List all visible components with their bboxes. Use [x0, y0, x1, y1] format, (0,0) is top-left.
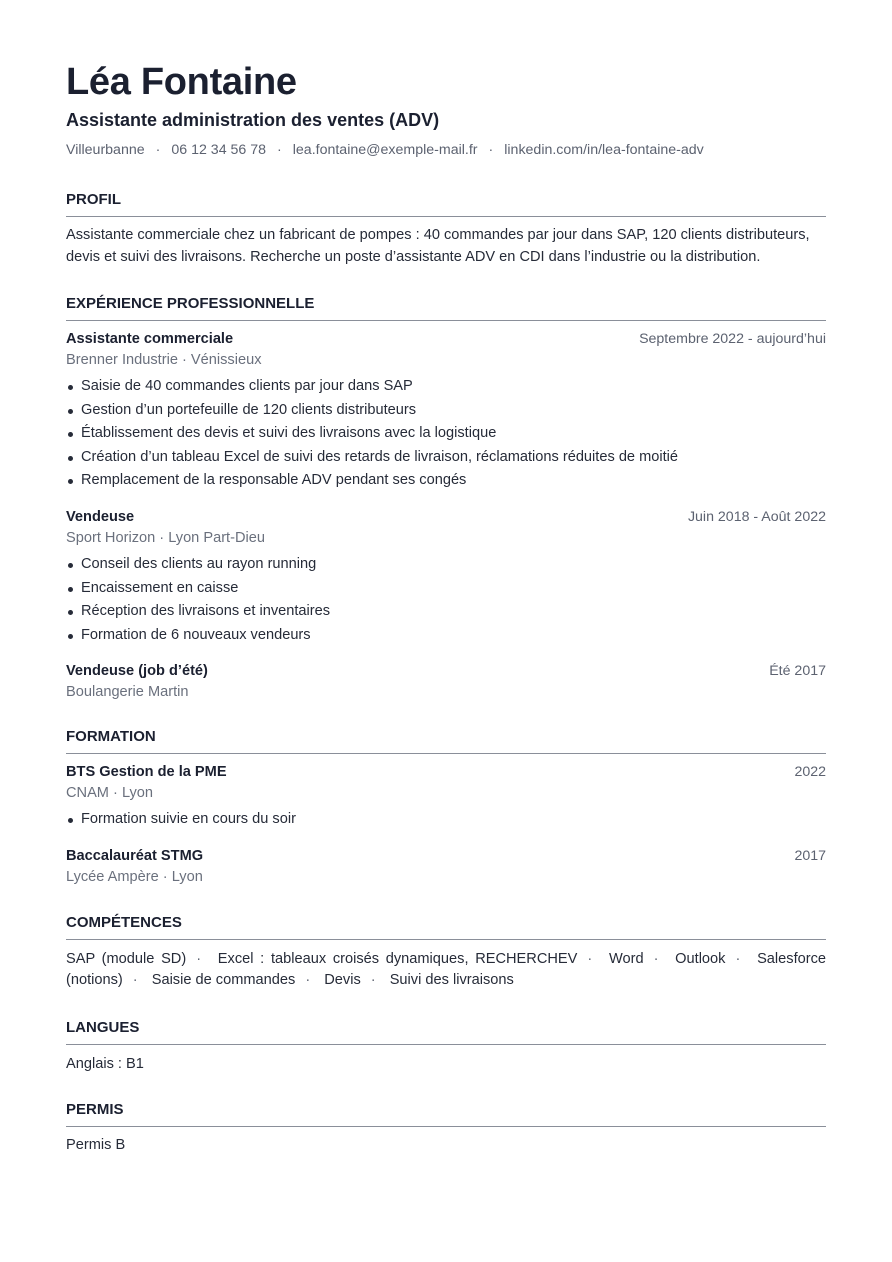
experience-entry [66, 507, 826, 647]
contact-phone: 06 12 34 56 78 [171, 142, 267, 158]
entry-header [66, 846, 826, 867]
bullet-item: Encaissement en caisse [66, 577, 826, 601]
degree-title: Baccalauréat STMG [66, 847, 204, 864]
candidate-headline: Assistante administration des ventes (ADV) [66, 110, 440, 130]
contact-city: Villeurbanne [66, 142, 145, 158]
skill-item: Outlook [675, 950, 726, 967]
education-entry [66, 762, 826, 832]
job-employer: Boulangerie Martin [66, 684, 189, 701]
skill-item: Excel : tableaux croisés dynamiques, RECHERCHEV [217, 950, 578, 967]
job-employer: Sport Horizon · Lyon Part-Dieu [66, 529, 265, 546]
entry-header [66, 329, 826, 350]
job-title: Vendeuse [66, 508, 135, 525]
contact-separator: · [277, 142, 282, 158]
job-dates: Septembre 2022 - aujourd’hui [639, 331, 826, 347]
experience-entry [66, 661, 826, 703]
section-experience [66, 294, 826, 703]
section-langues [66, 1018, 826, 1076]
bullet-item: Saisie de 40 commandes clients par jour dans SAP [66, 375, 826, 399]
skill-item: Suivi des livraisons [389, 972, 514, 989]
education-entry [66, 846, 826, 888]
skill-item: SAP (module SD) [66, 950, 187, 967]
experience-list [66, 329, 826, 703]
skill-separator: · [305, 972, 311, 989]
section-title-formation: FORMATION [66, 727, 826, 754]
bullet-item: Formation suivie en cours du soir [66, 808, 826, 832]
skill-item: Word [608, 950, 644, 967]
job-bullets [66, 553, 826, 647]
section-formation [66, 727, 826, 888]
job-title: Vendeuse (job d’été) [66, 663, 208, 680]
job-dates: Juin 2018 - Août 2022 [687, 508, 826, 525]
section-profil [66, 190, 826, 268]
contact-linkedin[interactable]: linkedin.com/in/lea-fontaine-adv [504, 142, 704, 158]
job-employer: Brenner Industrie · Vénissieux [66, 352, 262, 368]
skill-separator: · [132, 972, 138, 989]
section-title-experience: EXPÉRIENCE PROFESSIONNELLE [66, 294, 826, 321]
section-permis [66, 1100, 826, 1157]
job-bullets [66, 375, 826, 493]
experience-entry [66, 329, 826, 493]
languages-text: Anglais : B1 [66, 1055, 144, 1072]
job-dates: Été 2017 [769, 663, 826, 680]
skill-separator: · [370, 972, 376, 989]
skill-separator: · [587, 950, 593, 967]
job-title: Assistante commerciale [66, 331, 234, 347]
entry-header [66, 661, 826, 682]
degree-bullets [66, 808, 826, 832]
contact-email[interactable]: lea.fontaine@exemple-mail.fr [292, 142, 478, 158]
bullet-item: Formation de 6 nouveaux vendeurs [66, 624, 826, 648]
entry-header [66, 507, 826, 528]
contact-separator: · [155, 142, 161, 158]
license-text: Permis B [66, 1137, 126, 1154]
profil-text: Assistante commerciale chez un fabricant de pompes : 40 commandes par jour dans SAP, 120 clients distributeurs, devis et suivi des livraisons. Recherche un poste d’assistante ADV en CDI dans l’industrie ou la distribution. [66, 227, 810, 265]
contact-line [66, 140, 826, 160]
skill-separator: · [653, 950, 659, 967]
degree-school: CNAM · Lyon [66, 785, 154, 802]
skills-list [66, 949, 826, 992]
contact-separator: · [488, 142, 494, 158]
skill-item: Salesforce (notions) [66, 950, 827, 989]
skill-separator: · [735, 950, 741, 967]
skill-item: Devis [324, 972, 361, 989]
bullet-item: Établissement des devis et suivi des livraisons avec la logistique [66, 422, 826, 446]
bullet-item: Conseil des clients au rayon running [66, 553, 826, 577]
section-competences [66, 913, 826, 992]
degree-year: 2017 [794, 847, 826, 864]
section-title-permis: PERMIS [66, 1100, 826, 1127]
bullet-item: Remplacement de la responsable ADV pendant ses congés [66, 469, 826, 493]
formation-list [66, 762, 826, 888]
candidate-name: Léa Fontaine [66, 61, 297, 103]
skill-item: Saisie de commandes [151, 972, 296, 989]
entry-header [66, 762, 826, 783]
section-title-langues: LANGUES [66, 1018, 826, 1045]
degree-year: 2022 [794, 764, 826, 781]
bullet-item: Réception des livraisons et inventaires [66, 600, 826, 624]
section-title-profil: PROFIL [66, 190, 826, 217]
bullet-item: Gestion d’un portefeuille de 120 clients distributeurs [66, 399, 826, 423]
degree-title: BTS Gestion de la PME [66, 764, 227, 781]
skill-separator: · [196, 950, 202, 967]
section-title-competences: COMPÉTENCES [66, 913, 826, 940]
bullet-item: Création d’un tableau Excel de suivi des retards de livraison, réclamations réduites de moitié [66, 446, 826, 470]
degree-school: Lycée Ampère · Lyon [66, 868, 203, 885]
